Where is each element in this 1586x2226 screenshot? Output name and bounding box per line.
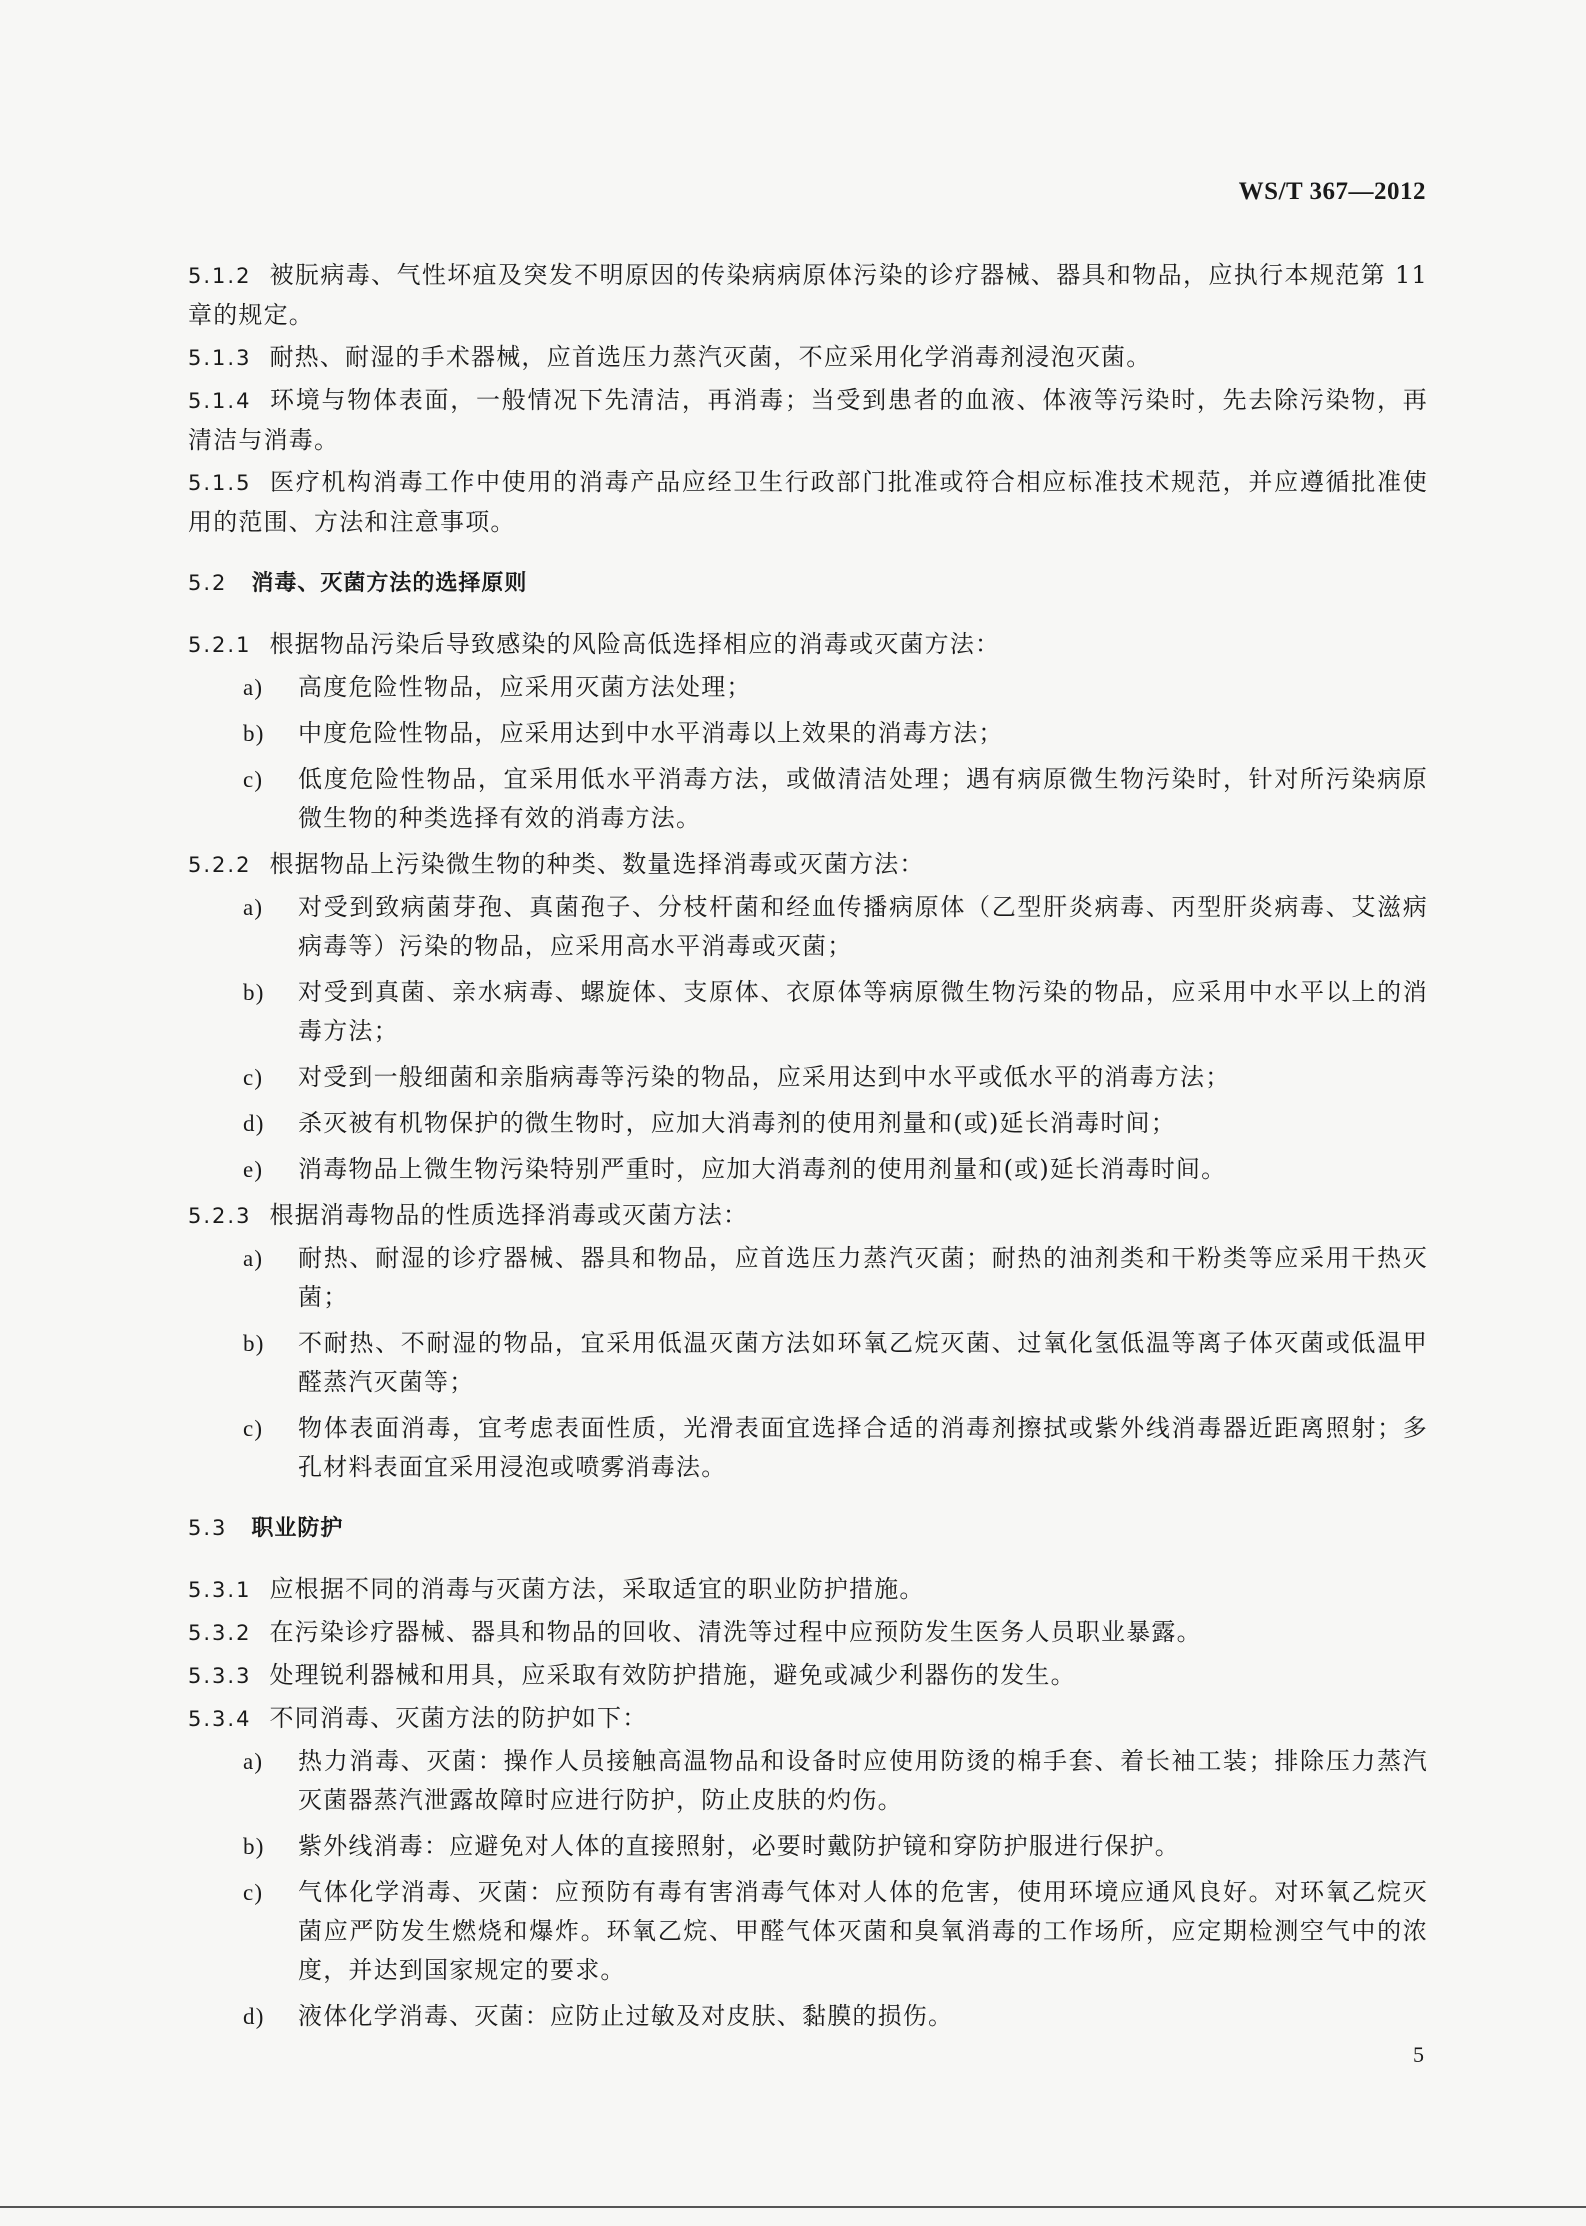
clause-text: 耐热、耐湿的手术器械，应首选压力蒸汽灭菌，不应采用化学消毒剂浸泡灭菌。 [269,343,1152,371]
item-text: 对受到真菌、亲水病毒、螺旋体、支原体、衣原体等病原微生物污染的物品，应采用中水平以上的消毒方法； [298,978,1428,1045]
item-label: d) [243,1111,265,1136]
clause-5-3-2 [188,1613,1428,1653]
section-number: 5.2 [188,571,228,595]
clause-text: 处理锐利器械和用具，应采取有效防护措施，避免或减少利器伤的发生。 [269,1661,1076,1689]
list-item [188,1873,1428,1990]
item-text: 液体化学消毒、灭菌：应防止过敏及对皮肤、黏膜的损伤。 [298,2002,954,2030]
item-label: c) [243,1880,264,1905]
item-label: c) [243,1065,264,1090]
clause-5-2-1 [188,625,1428,665]
standard-code: WS/T 367—2012 [1238,178,1426,205]
clause-5-2-2 [188,845,1428,885]
clause-number: 5.3.3 [188,1664,252,1688]
clause-number: 5.1.4 [188,389,252,413]
item-label: a) [243,895,264,920]
clause-text: 环境与物体表面，一般情况下先清洁，再消毒；当受到患者的血液、体液等污染时，先去除污染物，再清洁与消毒。 [188,386,1428,454]
clause-text: 医疗机构消毒工作中使用的消毒产品应经卫生行政部门批准或符合相应标准技术规范，并应遵循批准使用的范围、方法和注意事项。 [188,468,1428,536]
item-text: 耐热、耐湿的诊疗器械、器具和物品，应首选压力蒸汽灭菌；耐热的油剂类和干粉类等应采用干热灭菌； [298,1244,1428,1311]
clause-number: 5.3.1 [188,1578,252,1602]
section-heading-5-3 [188,1509,1428,1548]
list-item [188,1150,1428,1189]
item-label: b) [243,1331,265,1356]
clause-number: 5.2.2 [188,853,252,877]
list-item [188,1997,1428,2036]
clause-number: 5.2.3 [188,1204,252,1228]
item-text: 对受到一般细菌和亲脂病毒等污染的物品，应采用达到中水平或低水平的消毒方法； [298,1063,1231,1091]
list-item [188,668,1428,707]
item-label: c) [243,1416,264,1441]
item-text: 不耐热、不耐湿的物品，宜采用低温灭菌方法如环氧乙烷灭菌、过氧化氢低温等离子体灭菌或低温甲醛蒸汽灭菌等； [298,1329,1428,1396]
list-item [188,1324,1428,1402]
item-text: 气体化学消毒、灭菌：应预防有毒有害消毒气体对人体的危害，使用环境应通风良好。对环氧乙烷灭菌应严防发生燃烧和爆炸。环氧乙烷、甲醛气体灭菌和臭氧消毒的工作场所，应定期检测空气中的浓度，并达到国家规定的要求。 [298,1878,1428,1984]
item-label: c) [243,767,264,792]
clause-text: 应根据不同的消毒与灭菌方法，采取适宜的职业防护措施。 [269,1575,925,1603]
item-text: 紫外线消毒：应避免对人体的直接照射，必要时戴防护镜和穿防护服进行保护。 [298,1832,1180,1860]
clause-5-1-5 [188,463,1428,542]
item-label: a) [243,1246,264,1271]
list-item [188,1104,1428,1143]
clause-text: 根据物品上污染微生物的种类、数量选择消毒或灭菌方法： [269,850,925,878]
section-title: 消毒、灭菌方法的选择原则 [251,571,528,596]
list-item [188,714,1428,753]
clause-5-2-3 [188,1196,1428,1236]
clause-number: 5.3.4 [188,1707,252,1731]
clause-number: 5.1.5 [188,471,252,495]
document-body [188,256,1428,2043]
item-label: a) [243,1749,264,1774]
clause-5-1-3 [188,338,1428,378]
list-item [188,1239,1428,1317]
clause-5-1-4 [188,381,1428,460]
clause-number: 5.2.1 [188,633,252,657]
item-text: 对受到致病菌芽孢、真菌孢子、分枝杆菌和经血传播病原体（乙型肝炎病毒、丙型肝炎病毒、艾滋病病毒等）污染的物品，应采用高水平消毒或灭菌； [298,893,1428,960]
item-label: b) [243,721,265,746]
item-text: 物体表面消毒，宜考虑表面性质，光滑表面宜选择合适的消毒剂擦拭或紫外线消毒器近距离照射；多孔材料表面宜采用浸泡或喷雾消毒法。 [298,1414,1428,1481]
list-item [188,1409,1428,1487]
scan-edge-divider [0,2206,1586,2208]
clause-number: 5.3.2 [188,1621,252,1645]
list-item [188,888,1428,966]
item-label: b) [243,980,265,1005]
item-text: 杀灭被有机物保护的微生物时，应加大消毒剂的使用剂量和(或)延长消毒时间； [298,1109,1176,1137]
clause-5-3-3 [188,1656,1428,1696]
clause-text: 根据消毒物品的性质选择消毒或灭菌方法： [269,1201,749,1229]
item-text: 热力消毒、灭菌：操作人员接触高温物品和设备时应使用防烫的棉手套、着长袖工装；排除压力蒸汽灭菌器蒸汽泄露故障时应进行防护，防止皮肤的灼伤。 [298,1747,1428,1814]
item-label: d) [243,2004,265,2029]
item-text: 中度危险性物品，应采用达到中水平消毒以上效果的消毒方法； [298,719,1004,747]
item-text: 高度危险性物品，应采用灭菌方法处理； [298,673,752,701]
item-text: 消毒物品上微生物污染特别严重时，应加大消毒剂的使用剂量和(或)延长消毒时间。 [298,1155,1227,1183]
clause-text: 在污染诊疗器械、器具和物品的回收、清洗等过程中应预防发生医务人员职业暴露。 [269,1618,1202,1646]
list-item [188,760,1428,838]
list-item [188,1058,1428,1097]
clause-number: 5.1.2 [188,264,252,288]
list-item [188,973,1428,1051]
clause-5-1-2 [188,256,1428,335]
clause-text: 被朊病毒、气性坏疽及突发不明原因的传染病病原体污染的诊疗器械、器具和物品，应执行本规范第 11 章的规定。 [188,261,1428,329]
clause-number: 5.1.3 [188,346,252,370]
item-label: e) [243,1157,264,1182]
page-number: 5 [1413,2042,1424,2067]
clause-5-3-1 [188,1570,1428,1610]
clause-5-3-4 [188,1699,1428,1739]
item-label: a) [243,675,264,700]
clause-text: 不同消毒、灭菌方法的防护如下： [269,1704,648,1732]
item-label: b) [243,1834,265,1859]
item-text: 低度危险性物品，宜采用低水平消毒方法，或做清洁处理；遇有病原微生物污染时，针对所污染病原微生物的种类选择有效的消毒方法。 [298,765,1428,832]
section-heading-5-2 [188,564,1428,603]
list-item [188,1742,1428,1820]
section-number: 5.3 [188,1516,228,1540]
section-title: 职业防护 [251,1516,344,1541]
list-item [188,1827,1428,1866]
clause-text: 根据物品污染后导致感染的风险高低选择相应的消毒或灭菌方法： [269,630,1001,658]
